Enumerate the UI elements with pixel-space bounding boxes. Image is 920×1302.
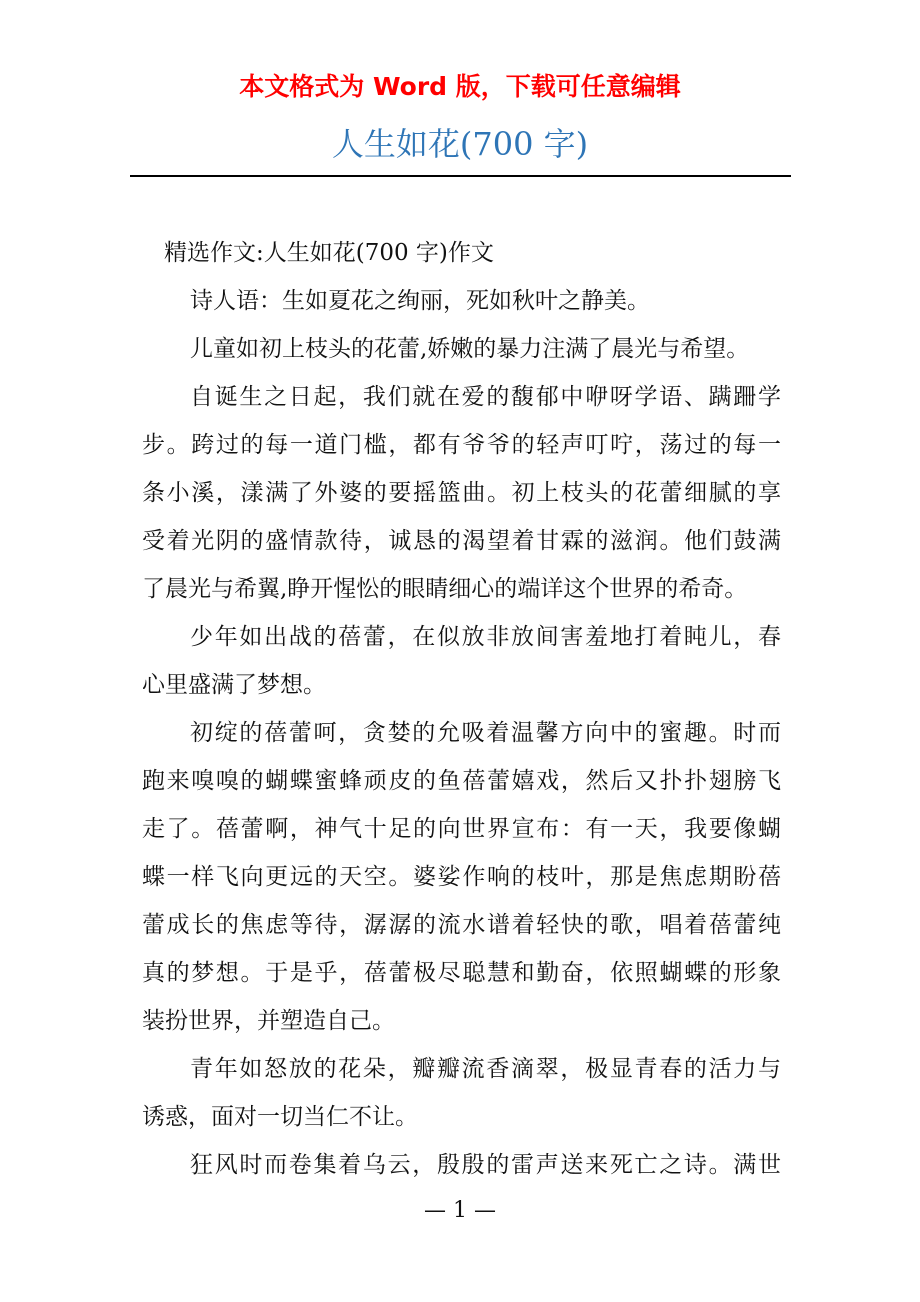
paragraph bbox=[142, 373, 781, 613]
text-line: 青年如怒放的花朵，瓣瓣流香滴翠，极显青春的活力与 bbox=[190, 1056, 781, 1082]
text-line: 步。跨过的每一道门槛，都有爷爷的轻声叮咛，荡过的每一 bbox=[142, 432, 781, 458]
document-body bbox=[142, 229, 781, 1189]
text-line: 装扮世界，并塑造自己。 bbox=[142, 1008, 395, 1034]
text-line: 真的梦想。于是乎，蓓蕾极尽聪慧和勤奋，依照蝴蝶的形象 bbox=[142, 960, 781, 986]
page-number: — 1 — bbox=[424, 1198, 496, 1223]
paragraph bbox=[142, 613, 781, 709]
text-line: 跑来嗅嗅的蝴蝶蜜蜂顽皮的鱼蓓蕾嬉戏，然后又扑扑翅膀飞 bbox=[142, 768, 781, 794]
document-title: 人生如花(700 字) bbox=[331, 125, 589, 163]
format-notice: 本文格式为 Word 版，下载可任意编辑 bbox=[239, 72, 681, 101]
text-line: 狂风时而卷集着乌云，殷殷的雷声送来死亡之诗。满世 bbox=[190, 1152, 781, 1178]
text-line: 受着光阴的盛情款待，诚恳的渴望着甘霖的滋润。他们鼓满 bbox=[142, 528, 781, 554]
text-line: 蕾成长的焦虑等待，潺潺的流水谱着轻快的歌，唱着蓓蕾纯 bbox=[142, 912, 781, 938]
paragraph bbox=[142, 325, 781, 373]
paragraph bbox=[142, 229, 781, 277]
paragraph bbox=[142, 1141, 781, 1189]
text-line: 了晨光与希翼,睁开惺忪的眼睛细心的端详这个世界的希奇。 bbox=[142, 576, 748, 602]
text-line: 心里盛满了梦想。 bbox=[142, 672, 326, 698]
text-line: 条小溪，漾满了外婆的要摇篮曲。初上枝头的花蕾细腻的享 bbox=[142, 480, 781, 506]
text-line: 少年如出战的蓓蕾，在似放非放间害羞地打着盹儿，春 bbox=[190, 624, 781, 650]
text-line: 初绽的蓓蕾呵，贪婪的允吸着温馨方向中的蜜趣。时而 bbox=[190, 720, 781, 746]
text-line: 诱惑，面对一切当仁不让。 bbox=[142, 1104, 418, 1130]
paragraph bbox=[142, 1045, 781, 1141]
text-line: 自诞生之日起，我们就在爱的馥郁中咿呀学语、蹒跚学 bbox=[190, 384, 781, 410]
text-line: 走了。蓓蕾啊，神气十足的向世界宣布：有一天，我要像蝴 bbox=[142, 816, 781, 842]
title-divider bbox=[130, 175, 791, 177]
paragraph bbox=[142, 277, 781, 325]
text-line: 蝶一样飞向更远的天空。婆娑作响的枝叶，那是焦虑期盼蓓 bbox=[142, 864, 781, 890]
paragraph bbox=[142, 709, 781, 1045]
text-line: 精选作文:人生如花(700 字)作文 bbox=[164, 240, 494, 266]
text-line: 诗人语：生如夏花之绚丽，死如秋叶之静美。 bbox=[190, 288, 650, 314]
text-line: 儿童如初上枝头的花蕾,娇嫩的暴力注满了晨光与希望。 bbox=[190, 336, 750, 362]
